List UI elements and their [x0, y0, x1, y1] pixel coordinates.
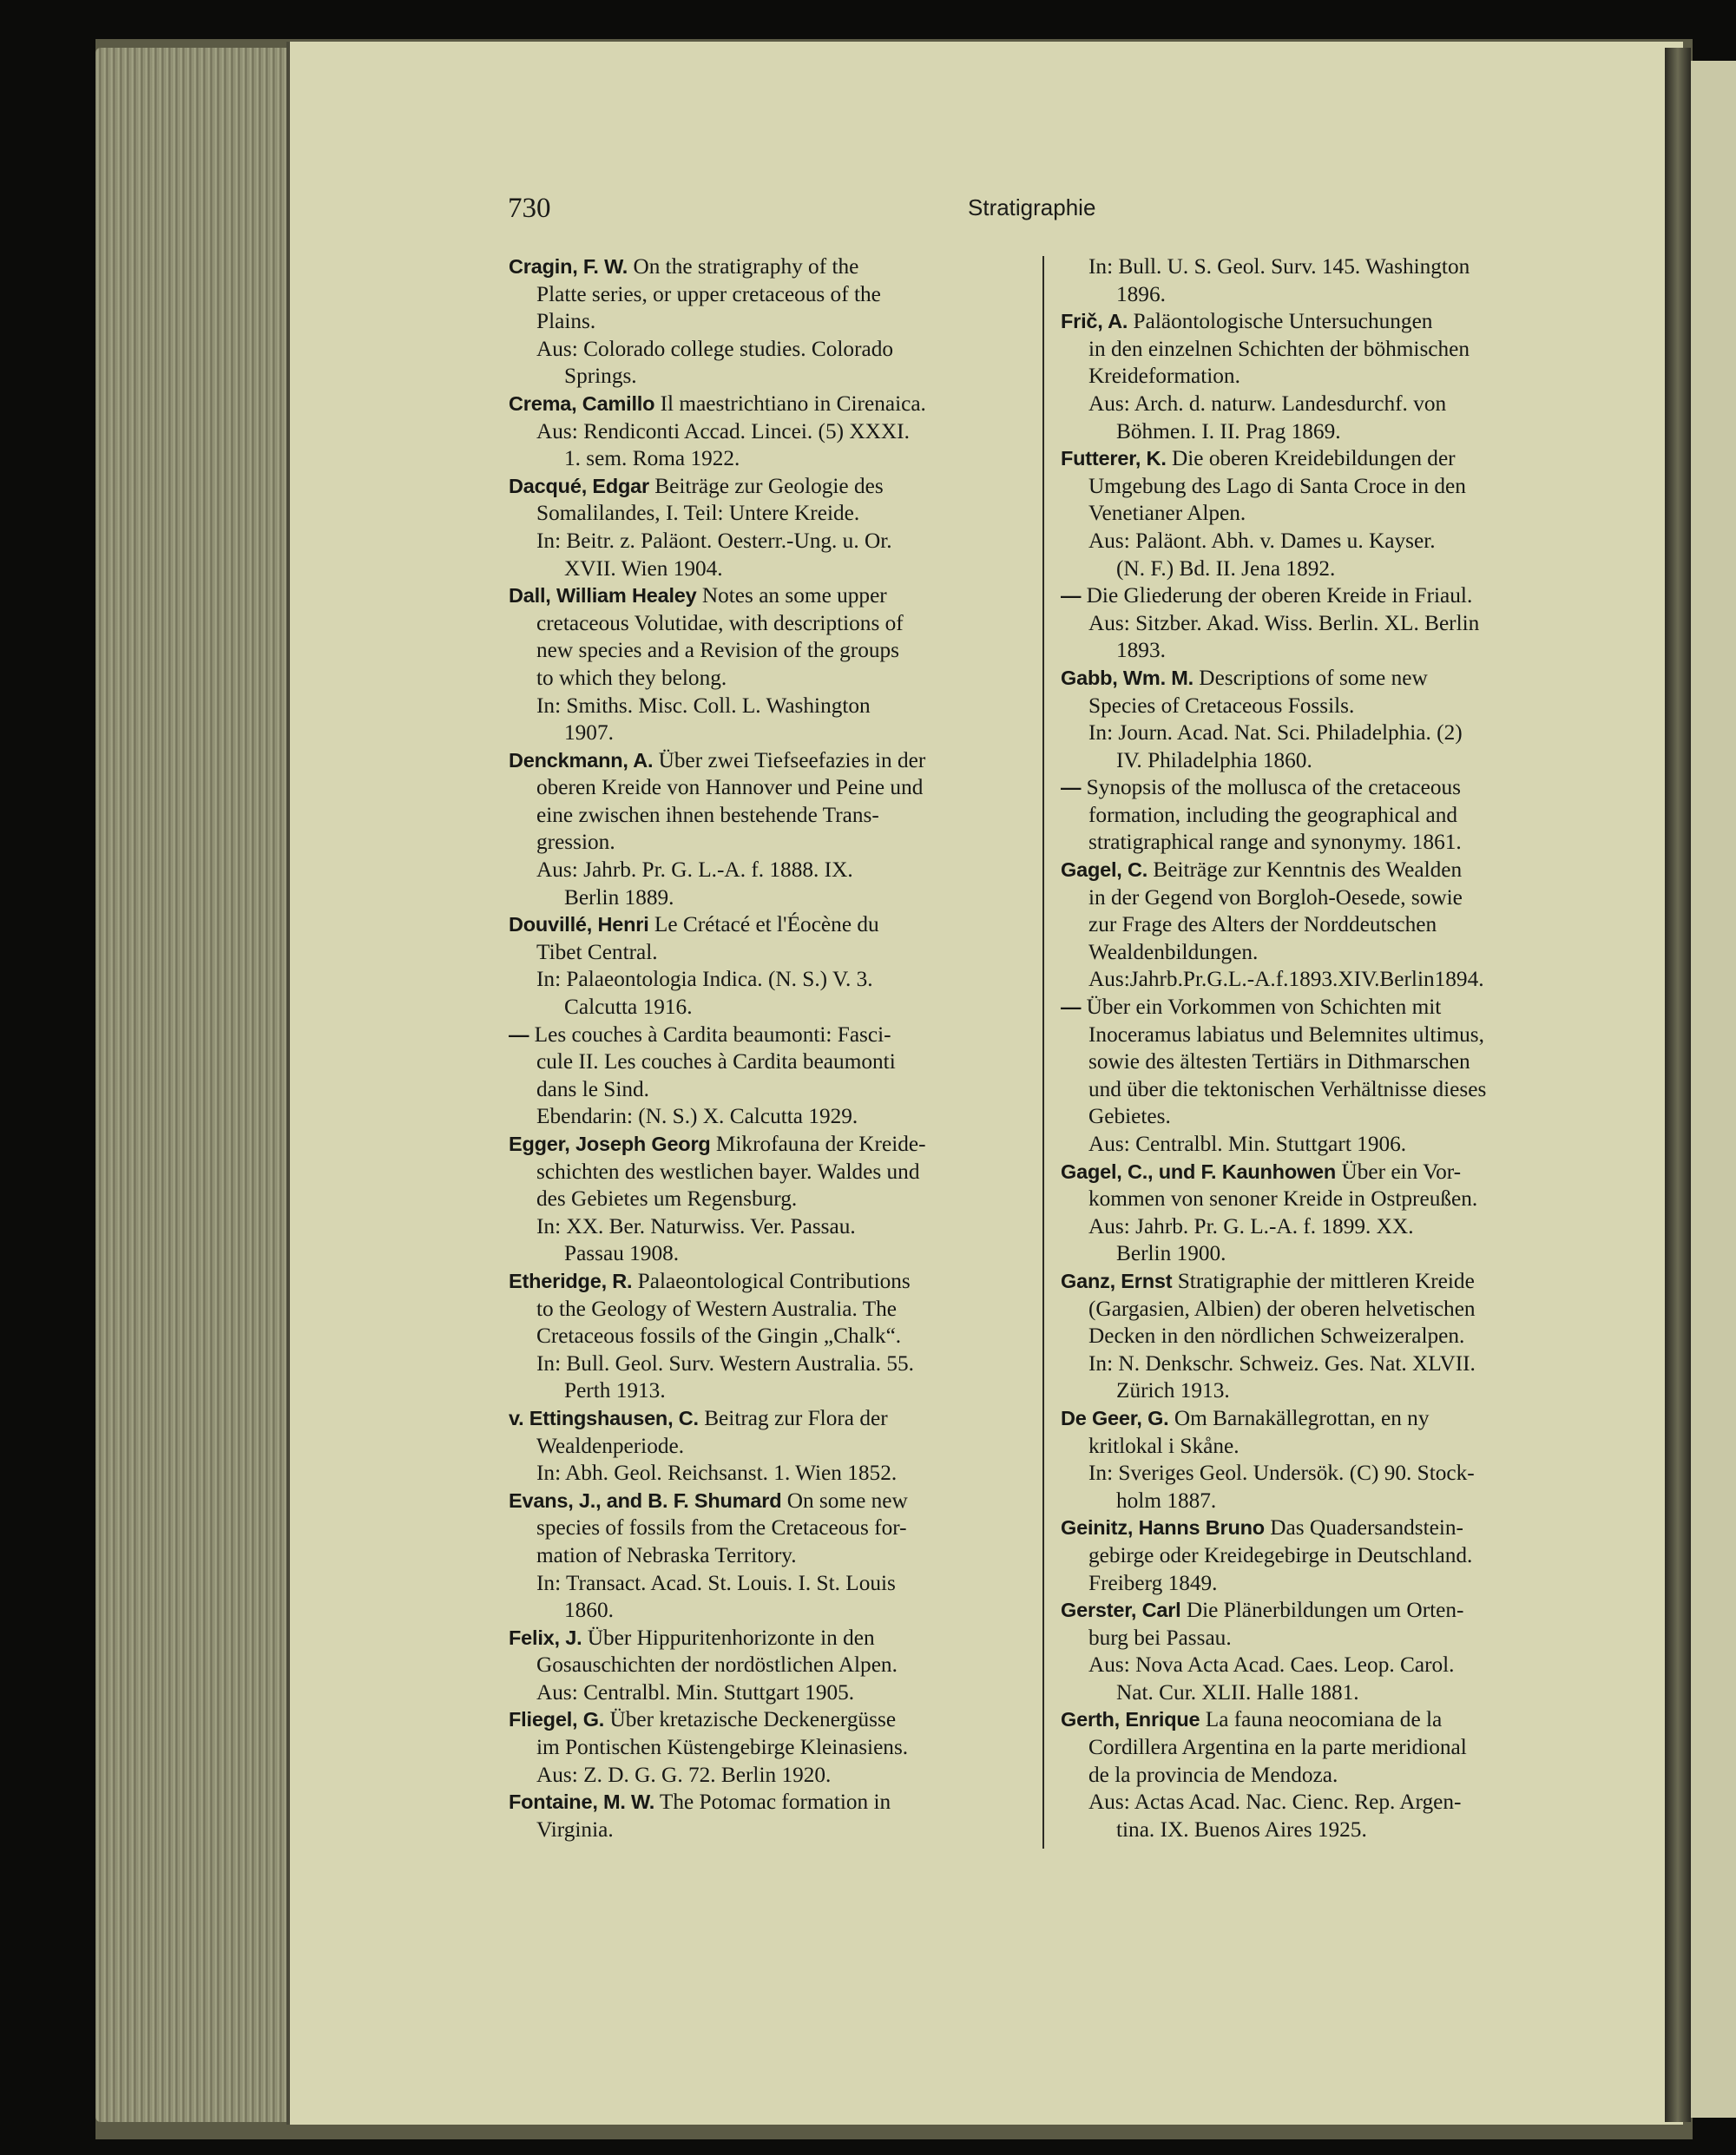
entry-source-line: Aus: Jahrb. Pr. G. L.-A. f. 1899. XX.	[1088, 1213, 1414, 1238]
entry-title-text: Om Barnakällegrottan, en ny	[1174, 1405, 1430, 1430]
entry-source-line: Aus: Z. D. G. G. 72. Berlin 1920.	[536, 1762, 832, 1787]
entry-source	[1061, 253, 1568, 308]
bibliography-entry	[509, 1625, 1024, 1707]
bibliography-entry	[1061, 665, 1568, 774]
entry-source-line: Aus: Sitzber. Akad. Wiss. Berlin. XL. Berlin	[1088, 610, 1480, 635]
entry-source-line: holm 1887.	[1116, 1488, 1217, 1513]
bibliography-entry	[509, 582, 1024, 747]
entry-author: De Geer, G.	[1061, 1406, 1169, 1429]
entry-title-line: Freiberg 1849.	[1088, 1570, 1218, 1595]
entry-heading-line	[1061, 308, 1568, 336]
entry-source-line: 1896.	[1116, 281, 1166, 306]
entry-source	[1061, 1213, 1568, 1268]
entry-title-line: zur Frage des Alters der Norddeutschen	[1088, 912, 1437, 937]
entry-title-line: to the Geology of Western Australia. The	[536, 1296, 898, 1321]
entry-title-line: und über die tektonischen Verhältnisse dieses	[1088, 1076, 1487, 1101]
bibliography-entry	[1061, 1514, 1568, 1597]
entry-source-line: Aus: Actas Acad. Nac. Cienc. Rep. Argen-	[1088, 1790, 1462, 1815]
bibliography-entry	[1061, 1268, 1568, 1405]
entry-source	[509, 528, 1024, 582]
entry-source-line: 1893.	[1116, 638, 1166, 663]
right-column	[1061, 253, 1568, 1843]
entry-title-text: Les couches à Cardita beaumonti: Fasci-	[534, 1022, 891, 1047]
entry-title-text: Le Crétacé et l'Éocène du	[654, 912, 879, 937]
entry-source-line: Aus: Colorado college studies. Colorado	[536, 336, 894, 361]
entry-title-line: (Gargasien, Albien) der oberen helvetischen	[1088, 1296, 1476, 1321]
bibliography-entry	[1061, 253, 1568, 308]
entry-title-text: Über ein Vor-	[1341, 1159, 1462, 1184]
entry-source	[1061, 391, 1568, 445]
entry-source	[1061, 1789, 1568, 1843]
entry-author: Gagel, C., und F. Kaunhowen	[1061, 1160, 1337, 1183]
entry-title-line: Platte series, or upper cretaceous of the	[536, 281, 881, 306]
bibliography-entry	[509, 253, 1024, 391]
entry-author: v. Ettingshausen, C.	[509, 1406, 699, 1429]
entry-heading-line	[1061, 1159, 1568, 1186]
entry-title-text: Beitrag zur Flora der	[704, 1405, 888, 1430]
entry-source-line: Zürich 1913.	[1116, 1378, 1230, 1403]
entry-title-line: Inoceramus labiatus und Belemnites ultimus,	[1088, 1022, 1484, 1047]
entry-title-text: Über ein Vorkommen von Schichten mit	[1086, 995, 1442, 1020]
entry-title-text: Das Quadersandstein-	[1270, 1515, 1463, 1541]
entry-title-line: Gebietes.	[1088, 1104, 1171, 1129]
entry-author: Dacqué, Edgar	[509, 474, 649, 497]
entry-title-text: Paläontologische Untersuchungen	[1133, 309, 1433, 334]
entry-source	[509, 966, 1024, 1021]
bibliography-entry	[1061, 1159, 1568, 1268]
entry-source-line: Ebendarin: (N. S.) X. Calcutta 1929.	[536, 1104, 858, 1129]
entry-author: Geinitz, Hanns Bruno	[1061, 1516, 1265, 1540]
entry-title-line: gression.	[536, 830, 615, 855]
entry-title-line: des Gebietes um Regensburg.	[536, 1186, 798, 1212]
entry-heading-line	[1061, 857, 1568, 884]
entry-author: Ganz, Ernst	[1061, 1269, 1173, 1292]
entry-heading-line	[509, 473, 1024, 501]
bibliography-entry	[509, 473, 1024, 582]
entry-title-line: Kreideformation.	[1088, 364, 1240, 389]
entry-title-text: Die Plänerbildungen um Orten-	[1186, 1598, 1464, 1623]
entry-source	[1061, 966, 1568, 994]
entry-source	[509, 336, 1024, 391]
entry-source	[1061, 719, 1568, 774]
entry-source-line: In: Palaeontologia Indica. (N. S.) V. 3.	[536, 967, 873, 992]
entry-source-line: Perth 1913.	[564, 1378, 666, 1403]
entry-source-line: Calcutta 1916.	[564, 995, 693, 1020]
entry-source	[509, 1213, 1024, 1268]
bibliography-entry	[1061, 308, 1568, 445]
entry-title-text: Über zwei Tiefseefazies in der	[658, 747, 926, 772]
entry-heading-line	[509, 1625, 1024, 1652]
entry-title-text: The Potomac formation in	[659, 1790, 891, 1815]
entry-source-line: Aus: Jahrb. Pr. G. L.-A. f. 1888. IX.	[536, 857, 853, 883]
entry-source-line: Aus: Centralbl. Min. Stuttgart 1906.	[1088, 1132, 1407, 1156]
entry-title-line: eine zwischen ihnen bestehende Trans-	[536, 802, 879, 827]
column-divider	[1042, 256, 1044, 1849]
bibliography-entry	[1061, 1597, 1568, 1706]
entry-title-line: Tibet Central.	[536, 939, 658, 964]
entry-source-line: Aus: Arch. d. naturw. Landesdurchf. von	[1088, 391, 1447, 416]
entry-heading-line	[509, 1789, 1024, 1817]
entry-title-line: im Pontischen Küstengebirge Kleinasiens.	[536, 1735, 909, 1760]
entry-title-line: Wealdenperiode.	[536, 1433, 685, 1458]
entry-source-line: Böhmen. I. II. Prag 1869.	[1116, 418, 1341, 443]
entry-author: Evans, J., and B. F. Shumard	[509, 1488, 782, 1512]
bibliography-entry	[509, 1022, 1024, 1131]
entry-title-text: Über Hippuritenhorizonte in den	[587, 1625, 875, 1650]
entry-source-line: 1907.	[564, 720, 614, 746]
bibliography-entry	[1061, 582, 1568, 665]
entry-source-line: Nat. Cur. XLII. Halle 1881.	[1116, 1679, 1359, 1705]
entry-title-line: schichten des westlichen bayer. Waldes und	[536, 1159, 920, 1184]
entry-author: Dall, William Healey	[509, 584, 697, 608]
entry-title-line: Wealdenbildungen.	[1088, 939, 1259, 964]
entry-title-text: Die oberen Kreidebildungen der	[1171, 446, 1456, 471]
entry-title-line: gebirge oder Kreidegebirge in Deutschland.	[1088, 1542, 1473, 1567]
entry-heading-line	[1061, 1268, 1568, 1296]
entry-heading-line	[1061, 665, 1568, 693]
entry-source	[509, 1460, 1024, 1488]
bibliography-entry	[509, 911, 1024, 1021]
bibliography-entry	[509, 1706, 1024, 1789]
entry-title-line: in den einzelnen Schichten der böhmischen	[1088, 336, 1470, 361]
entry-source-line: In: Bull. Geol. Surv. Western Australia. 55.	[536, 1350, 914, 1376]
entry-author: —	[1061, 584, 1082, 608]
bibliography-entry	[1061, 1706, 1568, 1843]
entry-source-line: Aus: Rendiconti Accad. Lincei. (5) XXXI.	[536, 418, 910, 443]
entry-source-line: In: Bull. U. S. Geol. Surv. 145. Washington	[1088, 254, 1470, 279]
entry-source-line: Berlin 1900.	[1116, 1241, 1226, 1266]
entry-source-line: Springs.	[564, 364, 637, 389]
entry-author: Frič, A.	[1061, 310, 1128, 333]
gutter	[1665, 48, 1691, 2122]
entry-source-line: In: Abh. Geol. Reichsanst. 1. Wien 1852.	[536, 1461, 898, 1486]
entry-title-line: kritlokal i Skåne.	[1088, 1433, 1240, 1458]
entry-source-line: Berlin 1889.	[564, 884, 674, 910]
entry-source-line: In: XX. Ber. Naturwiss. Ver. Passau.	[536, 1213, 856, 1238]
entry-heading-line	[509, 1405, 1024, 1433]
entry-title-line: in der Gegend von Borgloh-Oesede, sowie	[1088, 884, 1463, 910]
entry-source-line: Aus:Jahrb.Pr.G.L.-A.f.1893.XIV.Berlin1894.	[1088, 967, 1484, 992]
entry-heading-line	[1061, 774, 1568, 802]
entry-title-line: cule II. Les couches à Cardita beaumonti	[536, 1049, 896, 1074]
entry-source	[509, 1762, 1024, 1790]
entry-author: Crema, Camillo	[509, 391, 655, 415]
entry-title-text: On some new	[786, 1488, 908, 1513]
entry-heading-line	[1061, 582, 1568, 610]
entry-source-line: In: Journ. Acad. Nat. Sci. Philadelphia. (2)	[1088, 720, 1463, 746]
entry-author: Denckmann, A.	[509, 748, 654, 772]
entry-title-line: kommen von senoner Kreide in Ostpreußen.	[1088, 1186, 1478, 1212]
bibliography-entry	[509, 1789, 1024, 1843]
entry-source	[509, 857, 1024, 911]
entry-source-line: Aus: Paläont. Abh. v. Dames u. Kayser.	[1088, 528, 1436, 553]
entry-title-text: Synopsis of the mollusca of the cretaceous	[1086, 775, 1461, 800]
entry-heading-line	[509, 391, 1024, 418]
left-column	[509, 253, 1024, 1843]
entry-source-line: 1860.	[564, 1598, 614, 1623]
entry-title-text: Die Gliederung der oberen Kreide in Friaul.	[1086, 583, 1473, 608]
entry-source	[1061, 528, 1568, 582]
entry-source	[509, 1679, 1024, 1707]
entry-source	[1061, 1350, 1568, 1405]
entry-title-text: Il maestrichtiano in Cirenaica.	[660, 391, 926, 416]
entry-title-text: On the stratigraphy of the	[633, 254, 859, 279]
entry-title-line: sowie des ältesten Tertiärs in Dithmarschen	[1088, 1049, 1470, 1074]
entry-source	[509, 693, 1024, 747]
entry-source	[509, 1570, 1024, 1625]
entry-heading-line	[1061, 1706, 1568, 1734]
entry-author: Gagel, C.	[1061, 858, 1148, 882]
entry-title-line: species of fossils from the Cretaceous for-	[536, 1515, 907, 1541]
entry-source-line: In: Beitr. z. Paläont. Oesterr.-Ung. u. Or.	[536, 528, 892, 553]
entry-title-text: Beiträge zur Kenntnis des Wealden	[1153, 857, 1463, 883]
entry-heading-line	[1061, 1597, 1568, 1625]
entry-title-line: de la provincia de Mendoza.	[1088, 1762, 1338, 1787]
entry-source	[1061, 1652, 1568, 1706]
running-head: Stratigraphie	[968, 194, 1096, 220]
bibliography-entry	[509, 747, 1024, 912]
bibliography-entry	[1061, 994, 1568, 1159]
entry-title-line: Decken in den nördlichen Schweizeralpen.	[1088, 1324, 1465, 1349]
entry-author: —	[1061, 776, 1082, 799]
entry-author: Gabb, Wm. M.	[1061, 666, 1194, 689]
entry-heading-line	[509, 1022, 1024, 1049]
entry-heading-line	[509, 1268, 1024, 1296]
bibliography-entry	[509, 1131, 1024, 1268]
entry-title-line: Cretaceous fossils of the Gingin „Chalk“.	[536, 1324, 902, 1349]
entry-source	[1061, 1131, 1568, 1159]
entry-source-line: In: Sveriges Geol. Undersök. (C) 90. Stock-	[1088, 1461, 1475, 1486]
entry-title-text: Stratigraphie der mittleren Kreide	[1177, 1268, 1475, 1293]
entry-heading-line	[1061, 994, 1568, 1022]
entry-source-line: tina. IX. Buenos Aires 1925.	[1116, 1817, 1367, 1842]
entry-author: Gerth, Enrique	[1061, 1708, 1200, 1731]
entry-author: Etheridge, R.	[509, 1269, 633, 1292]
entry-source	[1061, 610, 1568, 665]
entry-source	[509, 1350, 1024, 1405]
entry-source	[1061, 1460, 1568, 1514]
entry-source-line: 1. sem. Roma 1922.	[564, 446, 740, 471]
entry-title-line: stratigraphical range and synonymy. 1861.	[1088, 830, 1462, 855]
facing-page-edge	[1691, 61, 1736, 2118]
entry-title-line: Cordillera Argentina en la parte meridional	[1088, 1735, 1467, 1760]
entry-source	[509, 418, 1024, 473]
entry-title-text: Palaeontological Contributions	[637, 1268, 911, 1293]
entry-title-text: Notes an some upper	[701, 583, 887, 608]
bibliography-entry	[1061, 774, 1568, 857]
entry-title-text: La fauna neocomiana de la	[1205, 1707, 1443, 1732]
entry-author: Gerster, Carl	[1061, 1599, 1181, 1622]
entry-title-text: Beiträge zur Geologie des	[654, 473, 884, 498]
bibliography-entry	[1061, 445, 1568, 582]
entry-source-line: IV. Philadelphia 1860.	[1116, 747, 1312, 772]
entry-source-line: In: Smiths. Misc. Coll. L. Washington	[536, 693, 871, 718]
entry-title-line: formation, including the geographical and	[1088, 802, 1457, 827]
entry-author: Fontaine, M. W.	[509, 1790, 655, 1814]
entry-source-line: Passau 1908.	[564, 1241, 680, 1266]
entry-title-line: oberen Kreide von Hannover und Peine und	[536, 775, 924, 800]
entry-author: Fliegel, G.	[509, 1708, 605, 1731]
entry-title-text: Descriptions of some new	[1199, 665, 1428, 690]
bibliography-entry	[1061, 1405, 1568, 1514]
entry-title-line: Species of Cretaceous Fossils.	[1088, 693, 1355, 718]
entry-heading-line	[509, 582, 1024, 610]
entry-title-line: cretaceous Volutidae, with descriptions of	[536, 610, 904, 635]
entry-title-text: Mikrofauna der Kreide-	[715, 1132, 926, 1156]
entry-title-line: burg bei Passau.	[1088, 1625, 1232, 1650]
entry-author: Cragin, F. W.	[509, 255, 628, 278]
entry-author: Douvillé, Henri	[509, 913, 649, 936]
entry-heading-line	[509, 747, 1024, 775]
entry-title-line: dans le Sind.	[536, 1076, 649, 1101]
entry-heading-line	[1061, 1514, 1568, 1542]
entry-title-line: Gosauschichten der nordöstlichen Alpen.	[536, 1652, 898, 1678]
entry-source-line: XVII. Wien 1904.	[564, 555, 723, 581]
bibliography-entry	[509, 1488, 1024, 1625]
entry-title-line: Venetianer Alpen.	[1088, 501, 1246, 526]
page-header	[508, 193, 1115, 227]
entry-heading-line	[1061, 1405, 1568, 1433]
bibliography-entry	[509, 1405, 1024, 1488]
entry-author: —	[509, 1022, 529, 1046]
entry-author: —	[1061, 995, 1082, 1019]
page-number: 730	[508, 193, 551, 224]
entry-title-line: Umgebung des Lago di Santa Croce in den	[1088, 473, 1466, 498]
entry-title-text: Über kretazische Deckenergüsse	[609, 1707, 897, 1732]
entry-author: Egger, Joseph Georg	[509, 1133, 711, 1155]
entry-author: Felix, J.	[509, 1626, 582, 1649]
entry-heading-line	[509, 253, 1024, 281]
page-edges	[95, 48, 308, 2122]
entry-source-line: In: N. Denkschr. Schweiz. Ges. Nat. XLVII.	[1088, 1350, 1476, 1376]
entry-source-line: In: Transact. Acad. St. Louis. I. St. Louis	[536, 1570, 896, 1595]
bibliography-entry	[1061, 857, 1568, 994]
entry-title-line: Virginia.	[536, 1817, 614, 1842]
bibliography-entry	[509, 1268, 1024, 1405]
entry-source	[509, 1103, 1024, 1131]
entry-heading-line	[509, 1706, 1024, 1734]
entry-title-line: Somalilandes, I. Teil: Untere Kreide.	[536, 501, 860, 526]
entry-heading-line	[509, 911, 1024, 939]
entry-source-line: Aus: Nova Acta Acad. Caes. Leop. Carol.	[1088, 1652, 1455, 1678]
entry-title-line: Plains.	[536, 309, 596, 334]
entry-heading-line	[1061, 445, 1568, 473]
entry-title-line: mation of Nebraska Territory.	[536, 1542, 797, 1567]
entry-title-line: new species and a Revision of the groups	[536, 638, 900, 663]
entry-source-line: Aus: Centralbl. Min. Stuttgart 1905.	[536, 1679, 855, 1705]
entry-heading-line	[509, 1488, 1024, 1515]
bibliography-entry	[509, 391, 1024, 473]
entry-title-line: to which they belong.	[536, 665, 727, 690]
entry-author: Futterer, K.	[1061, 447, 1167, 470]
entry-source-line: (N. F.) Bd. II. Jena 1892.	[1116, 555, 1336, 581]
entry-heading-line	[509, 1131, 1024, 1159]
